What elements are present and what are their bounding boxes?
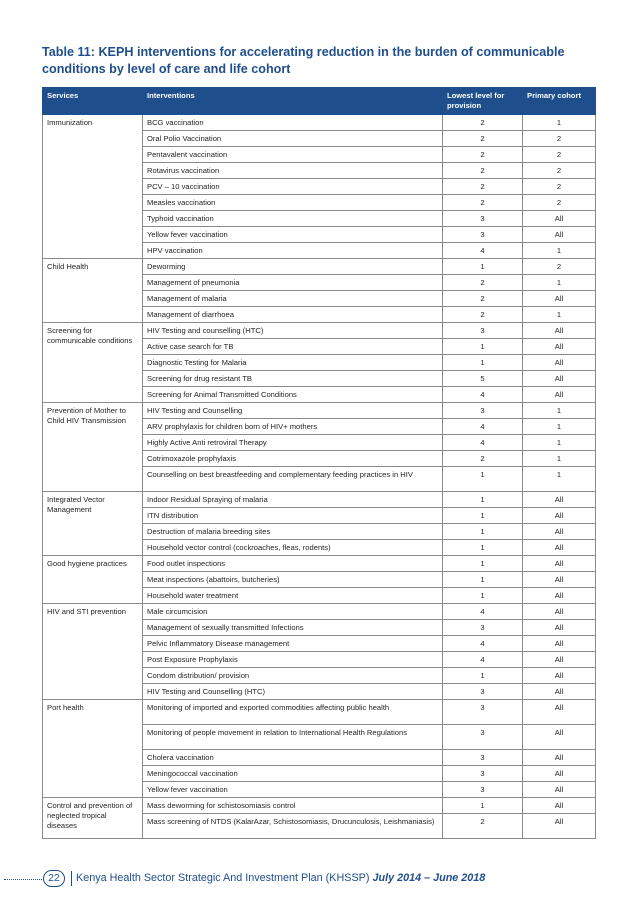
level-cell: 1 xyxy=(443,508,523,524)
service-cell: Immunization xyxy=(43,115,143,259)
intervention-cell: HIV Testing and Counselling xyxy=(143,403,443,419)
level-cell: 1 xyxy=(443,556,523,572)
table-row xyxy=(43,700,596,725)
intervention-cell: Oral Polio Vaccination xyxy=(143,131,443,147)
cohort-cell: All xyxy=(523,556,596,572)
level-cell: 2 xyxy=(443,131,523,147)
service-cell: Integrated Vector Management xyxy=(43,492,143,556)
level-cell: 3 xyxy=(443,684,523,700)
cohort-cell: All xyxy=(523,766,596,782)
cohort-cell: All xyxy=(523,355,596,371)
intervention-cell: Destruction of malaria breeding sites xyxy=(143,524,443,540)
header-services: Services xyxy=(43,88,143,115)
intervention-cell: Active case search for TB xyxy=(143,339,443,355)
cohort-cell: 1 xyxy=(523,467,596,492)
cohort-cell: All xyxy=(523,782,596,798)
service-cell: Screening for communicable conditions xyxy=(43,323,143,403)
intervention-cell: Deworming xyxy=(143,259,443,275)
service-cell: Port health xyxy=(43,700,143,798)
cohort-cell: All xyxy=(523,604,596,620)
level-cell: 1 xyxy=(443,668,523,684)
level-cell: 1 xyxy=(443,798,523,814)
intervention-cell: Management of diarrhoea xyxy=(143,307,443,323)
cohort-cell: 1 xyxy=(523,115,596,131)
table-row xyxy=(43,115,596,131)
level-cell: 3 xyxy=(443,211,523,227)
footer-dotted-rule xyxy=(4,879,42,880)
intervention-cell: Measles vaccination xyxy=(143,195,443,211)
header-lowest-level: Lowest level for provision xyxy=(443,88,523,115)
service-cell: HIV and STI prevention xyxy=(43,604,143,700)
level-cell: 3 xyxy=(443,700,523,725)
cohort-cell: 1 xyxy=(523,403,596,419)
cohort-cell: All xyxy=(523,540,596,556)
level-cell: 3 xyxy=(443,403,523,419)
level-cell: 4 xyxy=(443,604,523,620)
cohort-cell: All xyxy=(523,524,596,540)
level-cell: 2 xyxy=(443,147,523,163)
cohort-cell: All xyxy=(523,700,596,725)
intervention-cell: Management of malaria xyxy=(143,291,443,307)
level-cell: 3 xyxy=(443,620,523,636)
level-cell: 2 xyxy=(443,163,523,179)
service-cell: Control and prevention of neglected tropical diseases xyxy=(43,798,143,839)
service-cell: Good hygiene practices xyxy=(43,556,143,604)
intervention-cell: Monitoring of imported and exported commodities affecting public health xyxy=(143,700,443,725)
intervention-cell: Screening for drug resistant TB xyxy=(143,371,443,387)
cohort-cell: All xyxy=(523,339,596,355)
intervention-cell: Household water treatment xyxy=(143,588,443,604)
intervention-cell: HIV Testing and counselling (HTC) xyxy=(143,323,443,339)
intervention-cell: Pentavalent vaccination xyxy=(143,147,443,163)
intervention-cell: Mass deworming for schistosomiasis control xyxy=(143,798,443,814)
cohort-cell: All xyxy=(523,291,596,307)
table-title: Table 11: KEPH interventions for accelerating reduction in the burden of communicable conditions by level of care and life cohort xyxy=(42,45,565,76)
cohort-cell: All xyxy=(523,725,596,750)
level-cell: 5 xyxy=(443,371,523,387)
level-cell: 2 xyxy=(443,275,523,291)
cohort-cell: 2 xyxy=(523,179,596,195)
level-cell: 4 xyxy=(443,387,523,403)
intervention-cell: Management of sexually transmitted Infections xyxy=(143,620,443,636)
footer-plan-title: Kenya Health Sector Strategic And Investment Plan (KHSSP) xyxy=(76,872,370,884)
table-row xyxy=(43,604,596,620)
level-cell: 3 xyxy=(443,725,523,750)
intervention-cell: Post Exposure Prophylaxis xyxy=(143,652,443,668)
cohort-cell: 2 xyxy=(523,147,596,163)
level-cell: 3 xyxy=(443,782,523,798)
cohort-cell: All xyxy=(523,636,596,652)
cohort-cell: All xyxy=(523,620,596,636)
level-cell: 1 xyxy=(443,259,523,275)
intervention-cell: Cholera vaccination xyxy=(143,750,443,766)
cohort-cell: All xyxy=(523,492,596,508)
level-cell: 4 xyxy=(443,243,523,259)
level-cell: 3 xyxy=(443,227,523,243)
table-row xyxy=(43,259,596,275)
cohort-cell: 1 xyxy=(523,243,596,259)
level-cell: 4 xyxy=(443,435,523,451)
intervention-cell: Meat inspections (abattoirs, butcheries) xyxy=(143,572,443,588)
intervention-cell: Yellow fever vaccination xyxy=(143,782,443,798)
intervention-cell: Diagnostic Testing for Malaria xyxy=(143,355,443,371)
level-cell: 1 xyxy=(443,339,523,355)
intervention-cell: Screening for Animal Transmitted Conditions xyxy=(143,387,443,403)
level-cell: 3 xyxy=(443,323,523,339)
service-cell: Child Health xyxy=(43,259,143,323)
cohort-cell: All xyxy=(523,211,596,227)
footer-period: July 2014 – June 2018 xyxy=(372,872,486,884)
level-cell: 2 xyxy=(443,179,523,195)
cohort-cell: 1 xyxy=(523,275,596,291)
cohort-cell: 2 xyxy=(523,131,596,147)
intervention-cell: Yellow fever vaccination xyxy=(143,227,443,243)
intervention-cell: Food outlet inspections xyxy=(143,556,443,572)
table-body xyxy=(43,115,596,839)
cohort-cell: All xyxy=(523,387,596,403)
level-cell: 4 xyxy=(443,419,523,435)
level-cell: 1 xyxy=(443,492,523,508)
cohort-cell: All xyxy=(523,798,596,814)
level-cell: 2 xyxy=(443,307,523,323)
table-row xyxy=(43,403,596,419)
level-cell: 1 xyxy=(443,524,523,540)
level-cell: 2 xyxy=(443,814,523,839)
intervention-cell: Male circumcision xyxy=(143,604,443,620)
header-primary-cohort: Primary cohort xyxy=(523,88,596,115)
level-cell: 2 xyxy=(443,195,523,211)
intervention-cell: Monitoring of people movement in relation to International Health Regulations xyxy=(143,725,443,750)
service-cell: Prevention of Mother to Child HIV Transmission xyxy=(43,403,143,492)
page-number: 22 xyxy=(43,870,65,887)
cohort-cell: 1 xyxy=(523,451,596,467)
table-row xyxy=(43,556,596,572)
cohort-cell: All xyxy=(523,227,596,243)
footer-divider xyxy=(71,871,72,886)
footer-text xyxy=(76,871,485,886)
intervention-cell: HPV vaccination xyxy=(143,243,443,259)
page-footer xyxy=(0,870,638,888)
header-row xyxy=(43,88,596,115)
intervention-cell: Typhoid vaccination xyxy=(143,211,443,227)
intervention-cell: HIV Testing and Counselling (HTC) xyxy=(143,684,443,700)
table-row xyxy=(43,798,596,814)
intervention-cell: Highly Active Anti retroviral Therapy xyxy=(143,435,443,451)
intervention-cell: ARV prophylaxis for children born of HIV+ mothers xyxy=(143,419,443,435)
intervention-cell: Counselling on best breastfeeding and complementary feeding practices in HIV xyxy=(143,467,443,492)
level-cell: 1 xyxy=(443,572,523,588)
cohort-cell: 1 xyxy=(523,435,596,451)
level-cell: 1 xyxy=(443,355,523,371)
interventions-table xyxy=(42,87,596,839)
header-interventions: Interventions xyxy=(143,88,443,115)
intervention-cell: Mass screening of NTDS (KalarAzar, Schistosomiasis, Drucunculosis, Leishmaniasis) xyxy=(143,814,443,839)
cohort-cell: 2 xyxy=(523,259,596,275)
cohort-cell: All xyxy=(523,588,596,604)
cohort-cell: All xyxy=(523,750,596,766)
intervention-cell: ITN distribution xyxy=(143,508,443,524)
table-row xyxy=(43,492,596,508)
intervention-cell: BCG vaccination xyxy=(143,115,443,131)
intervention-cell: Meningococcal vaccination xyxy=(143,766,443,782)
level-cell: 1 xyxy=(443,588,523,604)
level-cell: 2 xyxy=(443,451,523,467)
intervention-cell: Indoor Residual Spraying of malaria xyxy=(143,492,443,508)
level-cell: 2 xyxy=(443,115,523,131)
cohort-cell: All xyxy=(523,814,596,839)
intervention-cell: Management of pneumonia xyxy=(143,275,443,291)
level-cell: 3 xyxy=(443,766,523,782)
cohort-cell: All xyxy=(523,508,596,524)
table-row xyxy=(43,323,596,339)
cohort-cell: All xyxy=(523,684,596,700)
intervention-cell: Cotrimoxazole prophylaxis xyxy=(143,451,443,467)
level-cell: 4 xyxy=(443,636,523,652)
intervention-cell: Pelvic Inflammatory Disease management xyxy=(143,636,443,652)
cohort-cell: 2 xyxy=(523,195,596,211)
intervention-cell: Household vector control (cockroaches, fleas, rodents) xyxy=(143,540,443,556)
intervention-cell: Condom distribution/ provision xyxy=(143,668,443,684)
cohort-cell: 1 xyxy=(523,307,596,323)
level-cell: 4 xyxy=(443,652,523,668)
intervention-cell: PCV – 10 vaccination xyxy=(143,179,443,195)
cohort-cell: All xyxy=(523,323,596,339)
level-cell: 1 xyxy=(443,540,523,556)
cohort-cell: 2 xyxy=(523,163,596,179)
level-cell: 3 xyxy=(443,750,523,766)
level-cell: 2 xyxy=(443,291,523,307)
cohort-cell: All xyxy=(523,652,596,668)
cohort-cell: All xyxy=(523,668,596,684)
cohort-cell: All xyxy=(523,371,596,387)
level-cell: 1 xyxy=(443,467,523,492)
cohort-cell: All xyxy=(523,572,596,588)
intervention-cell: Rotavirus vaccination xyxy=(143,163,443,179)
cohort-cell: 1 xyxy=(523,419,596,435)
